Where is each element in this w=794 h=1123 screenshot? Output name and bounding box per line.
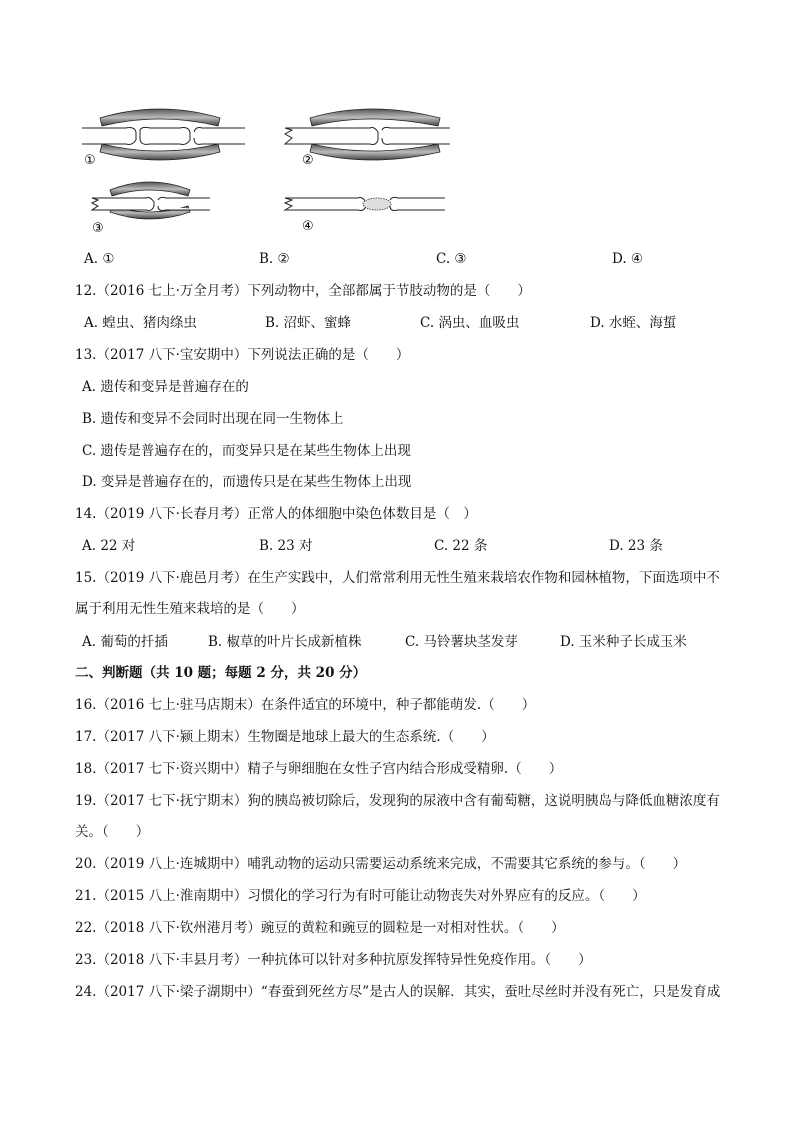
- q15-option-b: B. 椒草的叶片长成新植株: [208, 634, 362, 650]
- q11-option-a: A. ①: [84, 251, 115, 267]
- q13-stem: 13.（2017 八下·宝安期中）下列说法正确的是（ ）: [75, 347, 410, 363]
- q12-option-d: D. 水蛭、海蜇: [590, 315, 677, 331]
- q15-option-c: C. 马铃薯块茎发芽: [405, 634, 518, 650]
- q12-option-a: A. 蝗虫、猪肉绦虫: [84, 315, 197, 331]
- diagram-3: [92, 182, 210, 236]
- q15-stem-line1: 15.（2019 八下·鹿邑月考）在生产实践中，人们常常利用无性生殖来栽培农作物和园林植物，下面选项中不: [75, 570, 720, 586]
- q21-stem: 21.（2015 八上·淮南期中）习惯化的学习行为有时可能让动物丧失对外界应有的反应。（ ）: [75, 888, 646, 904]
- q13-option-a: A. 遗传和变异是普遍存在的: [82, 379, 249, 395]
- q22-stem: 22.（2018 八下·钦州港月考）豌豆的黄粒和豌豆的圆粒是一对相对性状。（ ）: [75, 920, 565, 936]
- q16-stem: 16.（2016 七上·驻马店期末）在条件适宜的环境中，种子都能萌发.（ ）: [75, 697, 536, 713]
- q12-option-b: B. 沼虾、蜜蜂: [265, 315, 352, 331]
- q11-option-c: C. ③: [436, 251, 467, 267]
- q17-stem: 17.（2017 八下·颍上期末）生物圈是地球上最大的生态系统.（ ）: [75, 729, 495, 745]
- diagram-2: [285, 109, 450, 168]
- diagram-4-label: ④: [302, 219, 314, 234]
- q15-stem-line2: 属于利用无性生殖来栽培的是（ ）: [75, 601, 305, 617]
- q11-option-d: D. ④: [612, 251, 644, 267]
- diagram-1: [82, 109, 245, 168]
- q19-stem-line1: 19.（2017 七下·抚宁期末）狗的胰岛被切除后，发现狗的尿液中含有葡萄糖，这说明胰岛与降低血糖浓度有: [75, 793, 720, 809]
- q15-option-a: A. 葡萄的扦插: [82, 634, 168, 650]
- q18-stem: 18.（2017 七下·资兴期中）精子与卵细胞在女性子宫内结合形成受精卵.（ ）: [75, 761, 563, 777]
- diagram-2-label: ②: [302, 153, 314, 168]
- q20-stem: 20.（2019 八上·连城期中）哺乳动物的运动只需要运动系统来完成，不需要其它系统的参与。（ ）: [75, 856, 687, 872]
- q13-option-b: B. 遗传和变异不会同时出现在同一生物体上: [82, 411, 344, 427]
- q14-option-c: C. 22 条: [434, 538, 488, 554]
- q11-option-b: B. ②: [259, 251, 290, 267]
- q24-stem: 24.（2017 八下·梁子湖期中）“春蚕到死丝方尽”是古人的误解．其实，蚕吐尽丝时并没有死亡，只是发育成: [75, 984, 721, 1000]
- diagram-1-label: ①: [84, 153, 96, 168]
- q13-option-d: D. 变异是普遍存在的，而遗传只是在某些生物体上出现: [82, 474, 412, 490]
- q14-option-d: D. 23 条: [609, 538, 663, 554]
- q14-stem: 14.（2019 八下·长春月考）正常人的体细胞中染色体数目是（ ）: [75, 506, 477, 522]
- q19-stem-line2: 关。（ ）: [75, 824, 150, 840]
- diagram-3-label: ③: [92, 221, 104, 236]
- q12-stem: 12.（2016 七上·万全月考）下列动物中，全部都属于节肢动物的是（ ）: [75, 283, 531, 299]
- q15-option-d: D. 玉米种子长成玉米: [560, 634, 687, 650]
- q23-stem: 23.（2018 八下·丰县月考）一种抗体可以针对多种抗原发挥特异性免疫作用。（ ）: [75, 952, 592, 968]
- muscle-joint-figure: [70, 108, 470, 240]
- q13-option-c: C. 遗传是普遍存在的，而变异只是在某些生物体上出现: [82, 443, 411, 459]
- q12-option-c: C. 涡虫、血吸虫: [420, 315, 520, 331]
- section-heading-judgment: 二、判断题（共 10 题；每题 2 分，共 20 分）: [75, 665, 367, 681]
- q14-option-a: A. 22 对: [82, 538, 136, 554]
- diagram-4: [285, 197, 445, 234]
- q14-option-b: B. 23 对: [259, 538, 313, 554]
